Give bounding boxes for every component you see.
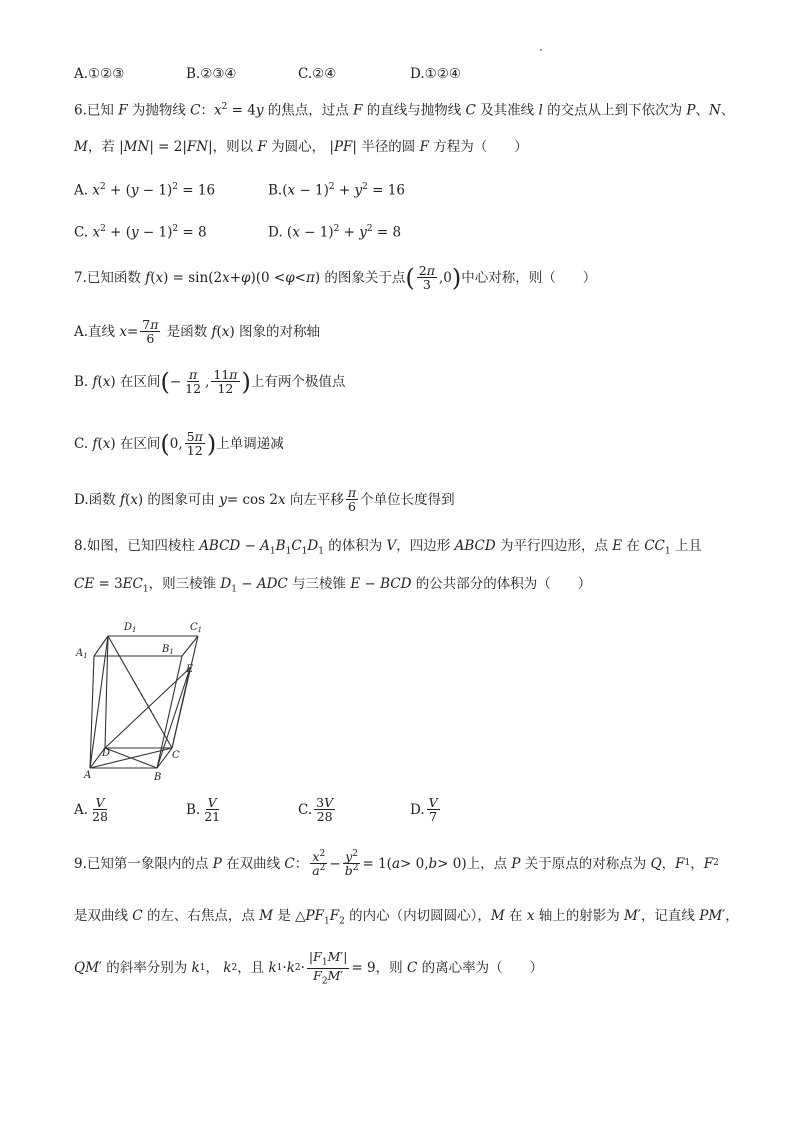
prism-figure [72, 618, 207, 784]
q6-stem-line-1: 6.已知 F 为抛物线 C：$x^2 = 4y$ 的焦点，过点 F 的直线与抛物线 C 及其准线 l 的交点从上到下依次为 P、N、 [74, 102, 735, 119]
q7-option-b[interactable]: B. f ( x ) 在区间 ( − $\frac{\pi}{12}$ , $\frac{11\pi}{12}$ ) 上有两个极值点 [74, 367, 346, 397]
q8-stem-line-1: 8.如图，已知四棱柱 ABCD − $A_1B_1C_1D_1$ 的体积为 V，四边形 ABCD 为平行四边形，点 E 在 $CC_1$ 上且 [74, 538, 702, 557]
q9-stem-line-3: QM ′ 的斜率分别为 k 1 ， k 2 ，且 k 1 · k 2 · $\frac{|F_1M'|}{F_2M'}$ = 9 ，则 C 的离心率为（ ） [74, 949, 544, 987]
q7-option-a[interactable]: A.直线 x = $\frac{7\pi}{6}$ 是函数 f ( x ) 图象的对称轴 [74, 317, 321, 347]
q8-option-c[interactable]: C. $\frac{3V}{28}$ [298, 795, 334, 825]
q6-stem-line-2: M，若 |MN| = 2|FN|，则以 F 为圆心， |PF| 半径的圆 F 方程为（ ） [74, 139, 528, 155]
q9-stem-line-2: 是双曲线 C 的左、右焦点，点 M 是 $\triangle PF_1F_2$ 的内心（内切圆圆心），M 在 x 轴上的射影为 M′，记直线 PM′， [74, 908, 739, 927]
q6-option-b[interactable]: $B.(x - 1)^2 + y^2 = 16$ [268, 182, 405, 199]
q8-stem-line-2: CE = $3EC_1$，则三棱锥 $D_1$ − ADC 与三棱锥 E − BCD 的公共部分的体积为（ ） [74, 576, 592, 595]
q6-option-a[interactable]: A. $x^2 + (y - 1)^2 = 16$ [74, 182, 216, 199]
svg-text:B: B [154, 772, 162, 783]
svg-text:D: D [102, 748, 111, 759]
svg-text:E: E [186, 664, 194, 675]
q7-option-d[interactable]: D.函数 f ( x ) 的图象可由 y = cos 2 x 向左平移 $\frac{\pi}{6}$ 个单位长度得到 [74, 485, 455, 515]
svg-text:A: A [84, 770, 92, 781]
svg-text:D1: $D_1$ [124, 622, 137, 634]
q5-option-b[interactable]: B.②③④ [186, 66, 237, 82]
q6-option-c[interactable]: C. $x^2 + (y - 1)^2 = 8$ [74, 224, 207, 241]
q8-option-d[interactable]: D. $\frac{V}{7}$ [410, 795, 438, 825]
q5-option-c[interactable]: C.②④ [298, 66, 337, 82]
q8-option-a[interactable]: A. $\frac{V}{28}$ [74, 795, 108, 825]
svg-text:B1: $B_1$ [162, 644, 174, 656]
q6-option-d[interactable]: D. $(x - 1)^2 + y^2 = 8$ [268, 224, 402, 241]
q9-stem-line-1: 9.已知第一象限内的点 P 在双曲线 C ： $\frac{x^2}{a^2}$ − $\frac{y^2}{b^2}$ = 1( a > 0, b > 0) 上，点 P 关于原点的对称点为 Q ， F 1 ， F 2 [74, 849, 719, 879]
svg-text:C: C [172, 750, 180, 761]
q7-option-c[interactable]: C. f ( x ) 在区间 ( 0, $\frac{5\pi}{12}$ ) 上单调递减 [74, 429, 284, 459]
q7-stem: 7.已知函数 f ( x ) = sin(2 x + φ )(0 < φ < π ) 的图象关于点 ( $\frac{2\pi}{3}$ ,0 ) 中心对称，则（ ） [74, 263, 597, 293]
q8-option-b[interactable]: B. $\frac{V}{21}$ [186, 795, 221, 825]
scan-speck [540, 49, 542, 51]
q5-option-a[interactable]: A.①②③ [74, 66, 125, 82]
svg-text:C1: $C_1$ [190, 622, 203, 634]
svg-text:A1: $A_1$ [76, 648, 88, 660]
q5-option-d[interactable]: D.①②④ [410, 66, 461, 82]
